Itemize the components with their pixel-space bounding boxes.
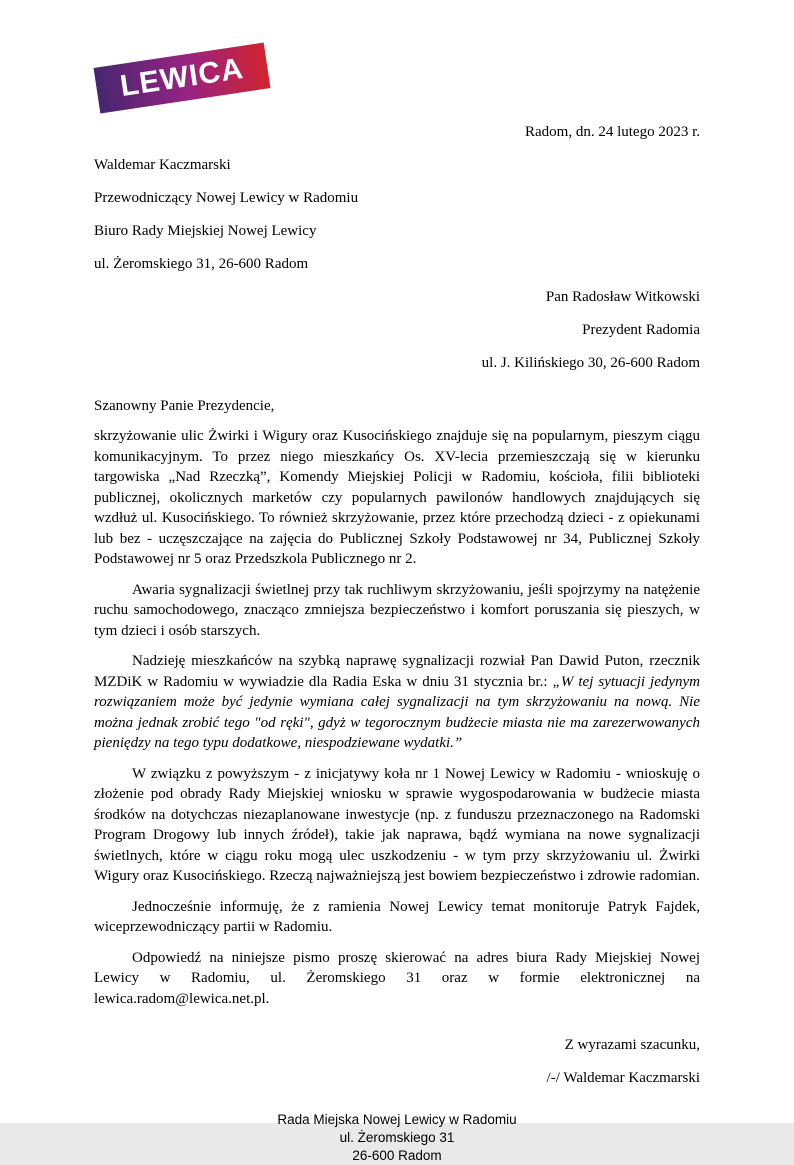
recipient-address: ul. J. Kilińskiego 30, 26-600 Radom (481, 355, 700, 371)
footer-city: 26-600 Radom (352, 1148, 442, 1163)
salutation: Szanowny Panie Prezydencie, (94, 398, 275, 414)
closing-phrase: Z wyrazami szacunku, (564, 1037, 700, 1053)
body-paragraph-6: Odpowiedź na niniejsze pismo proszę skierować na adres biura Rady Miejskiej Nowej Lewicy w Radomiu, ul. Żeromskiego 31 oraz w formie elektronicznej na lewica.radom@lewica.net.pl. (94, 949, 700, 1007)
sender-address: ul. Żeromskiego 31, 26-600 Radom (94, 256, 309, 272)
sender-office: Biuro Rady Miejskiej Nowej Lewicy (94, 223, 317, 239)
body-paragraph-1: skrzyżowanie ulic Żwirki i Wigury oraz Kusocińskiego znajduje się na popularnym, pieszym ciągu komunikacyjnym. To przez niego mieszkańcy Os. XV-lecia przemieszczają się w kierunku targowiska „Nad Rzeczką”, Komendy Miejskiej Policji w Radomiu, kościoła, filii biblioteki publicznej, okolicznych marketów czy popularnych pawilonów handlowych znajdujących się wzdłuż ul. Kusocińskiego. To również skrzyżowanie, przez które przechodzą dzieci - z opiekunami lub bez - uczęszczające na zajęcia do Publicznej Szkoły Podstawowej nr 34, Publicznej Szkoły Podstawowej nr 5 oraz Przedszkola Publicznego nr 2. (94, 428, 700, 567)
body-paragraph-2: Awaria sygnalizacji świetlnej przy tak ruchliwym skrzyżowaniu, jeśli spojrzymy na natężenie ruchu samochodowego, znacząco zmniejsza bezpieczeństwo i komfort poruszania się pieszych, w tym dzieci i osób starszych. (94, 581, 700, 639)
sender-block (94, 155, 700, 275)
recipient-name: Pan Radosław Witkowski (545, 289, 700, 305)
recipient-role: Prezydent Radomia (582, 322, 700, 338)
sender-role: Przewodniczący Nowej Lewicy w Radomiu (94, 190, 359, 206)
spokesman-quote: „W tej sytuacji jedynym rozwiązaniem może być jedynie wymiana całej sygnalizacji na tym skrzyżowaniu na nową. Nie można jednak zrobić tego "od ręki", gdyż w tegorocznym budżecie miasta nie ma zarezerwowanych pieniędzy na tego typu dodatkowe, niespodziewane wydatki.” (94, 673, 700, 751)
footer-org: Rada Miejska Nowej Lewicy w Radomiu (277, 1112, 517, 1127)
date-line: Radom, dn. 24 lutego 2023 r. (525, 124, 700, 140)
body-paragraph-5: Jednocześnie informuję, że z ramienia Nowej Lewicy temat monitoruje Patryk Fajdek, wiceprzewodniczący partii w Radomiu. (94, 898, 700, 935)
sender-name: Waldemar Kaczmarski (94, 157, 231, 173)
lewica-logo-text: LEWICA (117, 51, 246, 104)
footer-block (94, 1111, 700, 1165)
lewica-logo (94, 42, 700, 114)
lewica-logo-banner (94, 43, 271, 114)
closing-block (94, 1035, 700, 1089)
body-paragraph-4: W związku z powyższym - z inicjatywy koła nr 1 Nowej Lewicy w Radomiu - wnioskuję o złożenie pod obrady Rady Miejskiej wniosku w sprawie wygospodarowania w budżecie miasta środków na dotychczas niezaplanowane inwestycje (np. z funduszu przeznaczonego na Radomski Program Drogowy lub innych źródeł), takie jak naprawa, bądź wymiana na nowe sygnalizacji świetlnych, które w ciągu roku mogą ulec uszkodzeniu - w tym przy skrzyżowaniu ul. Żwirki Wigury oraz Kusocińskiego. Rzeczą najważniejszą jest bowiem bezpieczeństwo i zdrowie radomian. (94, 765, 700, 884)
signature: /-/ Waldemar Kaczmarski (546, 1070, 700, 1086)
footer-street: ul. Żeromskiego 31 (339, 1130, 455, 1145)
recipient-block (94, 287, 700, 374)
body-paragraph-3 (94, 651, 700, 754)
body-paragraph-3-lead: Nadzieję mieszkańców na szybką naprawę sygnalizacji rozwiał Pan Dawid Puton, rzecznik MZDiK w Radomiu w wywiadzie dla Radia Eska w dniu 31 stycznia br.: (94, 653, 700, 690)
